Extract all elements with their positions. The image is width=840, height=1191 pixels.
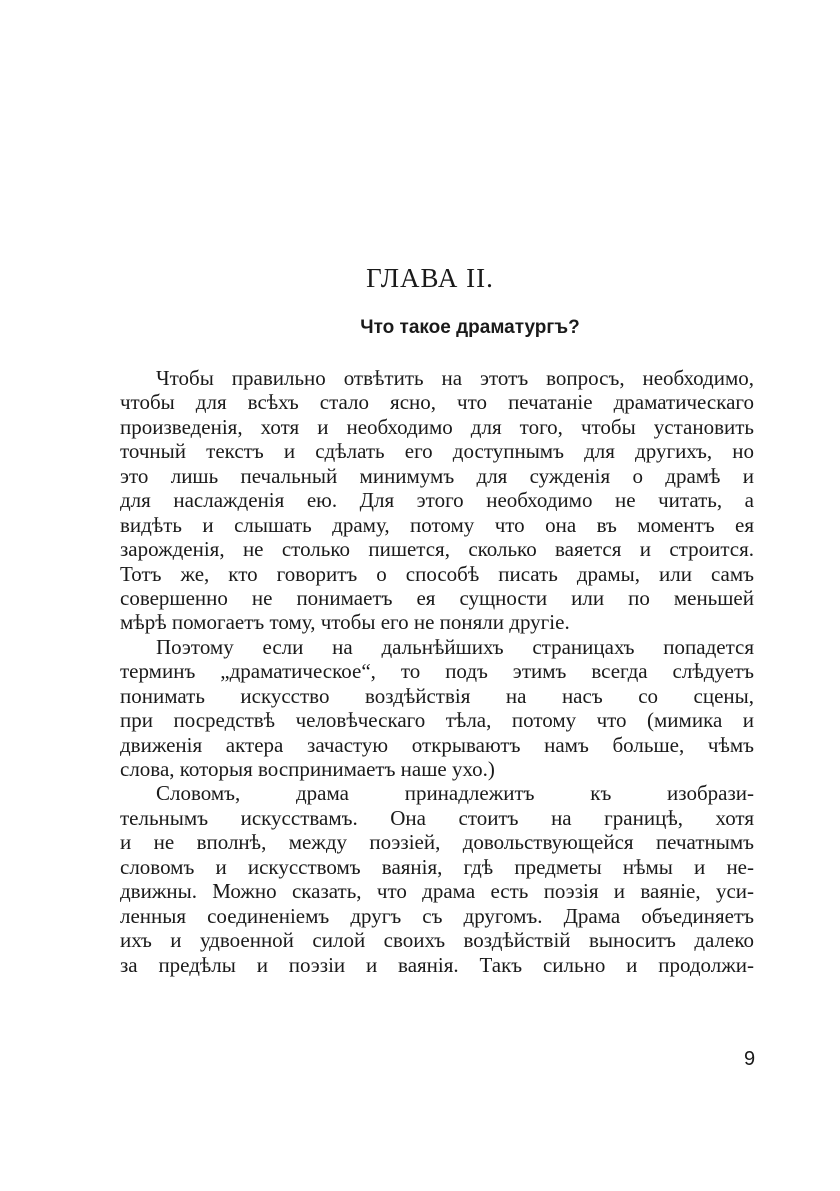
text-line: понимать искусство воздѣйствія на насъ со сцены, bbox=[120, 683, 754, 708]
text-line: видѣть и слышать драму, потому что она въ моментъ ея bbox=[120, 512, 754, 537]
text-line: Словомъ, драма принадлежитъ къ изобрази- bbox=[156, 781, 754, 806]
text-line: тельнымъ искусствамъ. Она стоитъ на границѣ, хотя bbox=[120, 805, 754, 830]
chapter-heading: ГЛАВА II. bbox=[366, 263, 494, 293]
text-line: мѣрѣ помогаетъ тому, чтобы его не поняли другіе. bbox=[120, 610, 570, 635]
text-line: Чтобы правильно отвѣтить на этотъ вопросъ, необходимо, bbox=[156, 366, 754, 390]
text-line: точный текстъ и сдѣлать его доступнымъ для другихъ, но bbox=[120, 439, 754, 464]
text-line: словомъ и искусствомъ ваянія, гдѣ предметы нѣмы и не- bbox=[120, 854, 754, 879]
text-line: это лишь печальный минимумъ для сужденія о драмѣ и bbox=[120, 463, 754, 488]
text-line: и не вполнѣ, между поэзіей, довольствующейся печатнымъ bbox=[120, 830, 754, 855]
text-line: зарожденія, не столько пишется, сколько ваяется и строится. bbox=[120, 537, 754, 562]
text-line: произведенія, хотя и необходимо для того, чтобы установить bbox=[120, 414, 754, 439]
text-line: терминъ „драматическое“, то подъ этимъ всегда слѣдуетъ bbox=[120, 659, 754, 684]
text-line: движенія актера зачастую открываютъ намъ больше, чѣмъ bbox=[120, 732, 754, 757]
text-line: ихъ и удвоенной силой своихъ воздѣйствій выноситъ далеко bbox=[120, 928, 754, 953]
text-line: слова, которыя воспринимаетъ наше ухо.) bbox=[120, 757, 495, 781]
text-line: ленныя соединеніемъ другъ съ другомъ. Драма объединяетъ bbox=[120, 903, 754, 928]
text-line: движны. Можно сказать, что драма есть поэзія и ваяніе, уси- bbox=[120, 879, 754, 904]
text-line: при посредствѣ человѣческаго тѣла, потому что (мимика и bbox=[120, 708, 754, 733]
chapter-title: Что такое драматургъ? bbox=[360, 317, 580, 338]
text-line: Тотъ же, кто говоритъ о способѣ писать драмы, или самъ bbox=[120, 561, 754, 586]
page-number: 9 bbox=[744, 1048, 756, 1070]
text-line: за предѣлы и поэзіи и ваянія. Такъ сильно и продолжи- bbox=[120, 952, 754, 977]
text-line: чтобы для всѣхъ стало ясно, что печатаніе драматическаго bbox=[120, 390, 754, 415]
text-line: для наслажденія ею. Для этого необходимо не читать, а bbox=[120, 488, 754, 513]
text-line: совершенно не понимаетъ ея сущности или по меньшей bbox=[120, 585, 754, 610]
body-text bbox=[120, 366, 754, 977]
text-line: Поэтому если на дальнѣйшихъ страницахъ попадется bbox=[156, 634, 754, 659]
